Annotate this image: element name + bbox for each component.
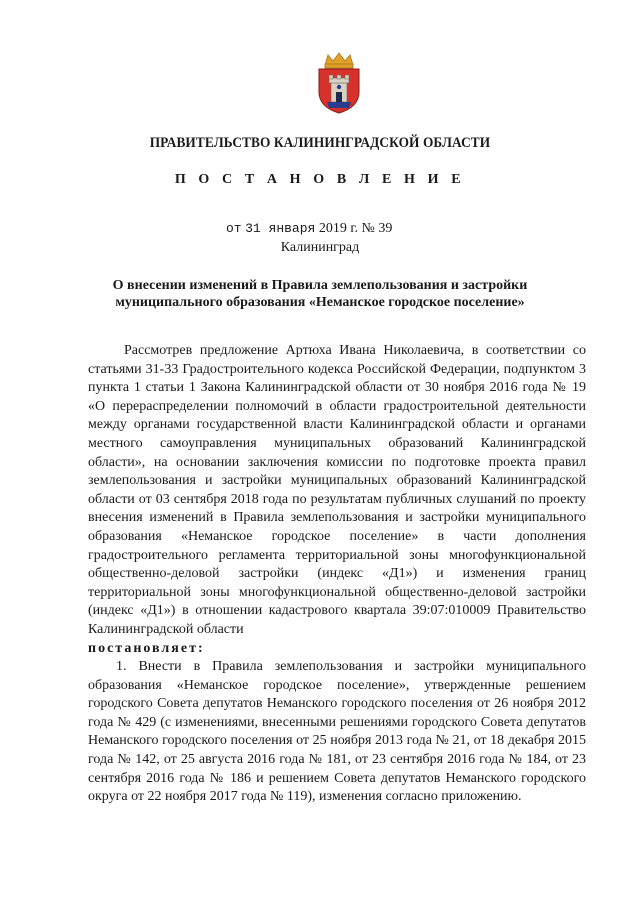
date-day-month: 31 января: [245, 221, 316, 236]
date-year: 2019 г.: [318, 221, 358, 236]
city-name: Калининград: [280, 240, 360, 255]
document-type-heading: П О С Т А Н О В Л Е Н И Е: [174, 172, 466, 187]
document-number: № 39: [361, 221, 393, 236]
resolution-item-1: 1. Внести в Правила землепользования и застройки муниципального образования «Неманское городское поселение», утвержденные решением городского Совета депутатов Неманского городского поселения от 26 ноября 2012 года № 429 (с изменениями, внесенными решениями городского Совета депутатов Неманского городского поселения от 25 ноября 2013 года № 21, от 18 декабря 2015 года № 142, от 25 августа 2016 года № 181, от 23 сентября 2016 года № 184, от 23 сентября 2016 года № 186 и решением Совета депутатов Неманского городского округа от 22 ноября 2017 года № 119), изменения согласно приложению.: [88, 659, 586, 805]
document-subject: [0, 277, 640, 311]
date-number-line: [226, 221, 392, 237]
preamble-paragraph: Рассмотрев предложение Артюха Ивана Николаевича, в соответствии со статьями 31-33 Градостроительного кодекса Российской Федерации, подпунктом 3 пункта 1 статьи 1 Закона Калининградской области от 30 ноября 2016 года № 19 «О перераспределении полномочий в области градостроительной деятельности между органами государственной власти Калининградской области и органами местного самоуправления муниципальных образований Калининградской области», на основании заключения комиссии по подготовке проекта правил землепользования и застройки муниципальных образований Калининградской области от 03 сентября 2018 года по результатам публичных слушаний по проекту внесения изменений в Правила землепользования и застройки муниципального образования «Неманское городское поселение» в части дополнения градостроительного регламента территориальной зоны многофункциональной общественно-деловой застройки (индекс «Д1») и изменения границ территориальной зоны многофункциональной общественно-деловой застройки (индекс «Д1») в отношении кадастрового квартала 39:07:010009 Правительство Калининградской области: [88, 343, 586, 637]
subject-line-2: муниципального образования «Неманское городское поселение»: [115, 295, 525, 310]
decree-word: постановляет:: [88, 640, 205, 656]
subject-line-1: О внесении изменений в Правила землепользования и застройки: [112, 278, 528, 293]
date-prefix: от: [226, 221, 242, 236]
government-title: ПРАВИТЕЛЬСТВО КАЛИНИНГРАДСКОЙ ОБЛАСТИ: [149, 135, 491, 151]
coat-of-arms-icon: [313, 52, 365, 114]
document-body: [88, 342, 586, 807]
